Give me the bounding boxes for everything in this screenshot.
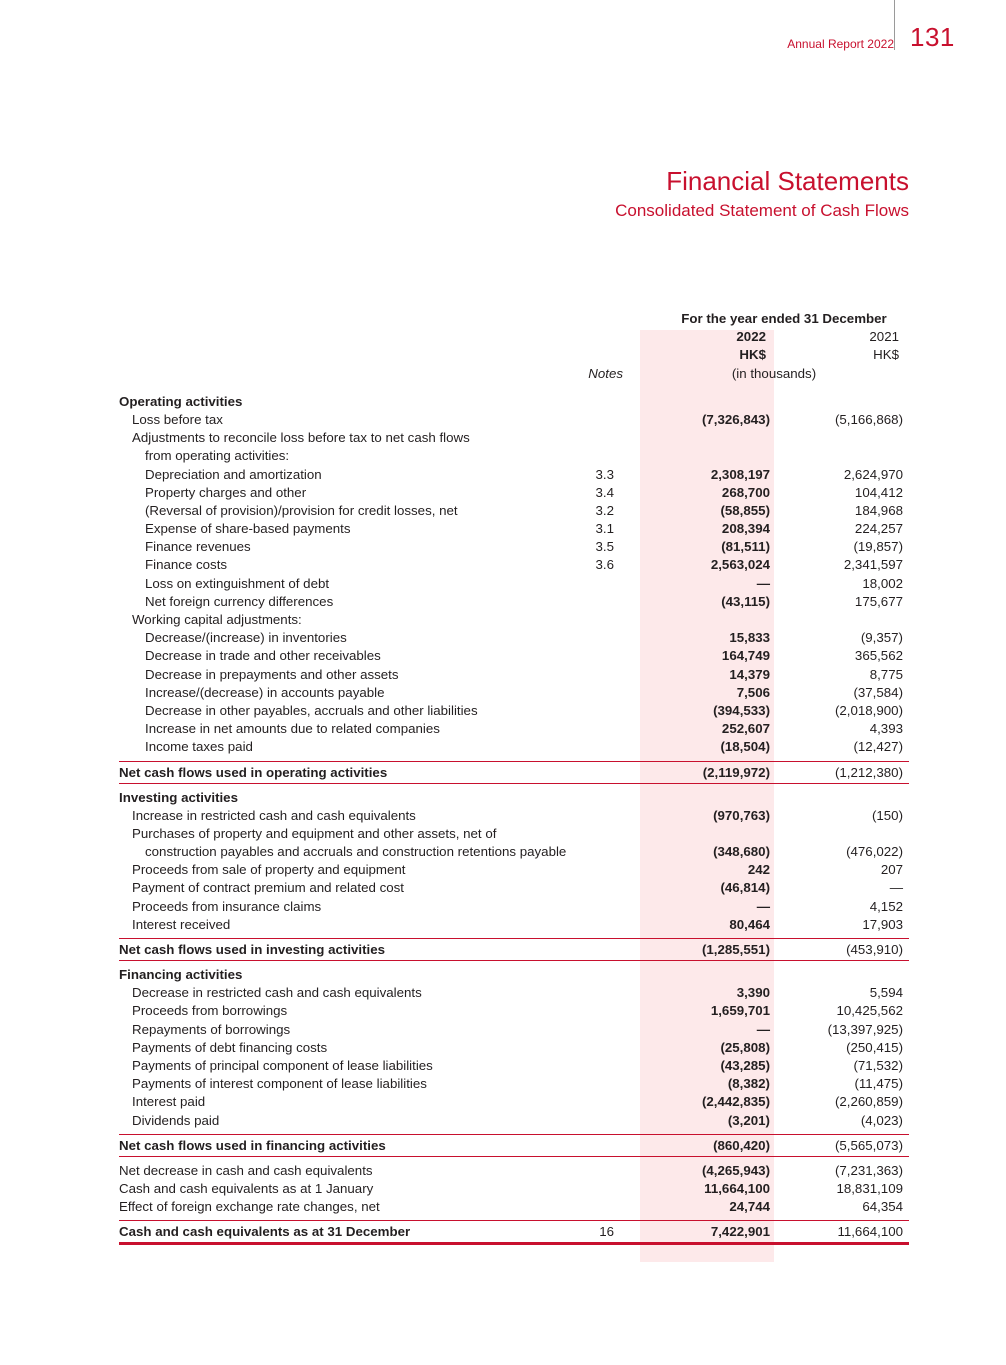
table-row: Decrease in prepayments and other assets 14,379 8,775 — [145, 666, 903, 682]
table-row: Loss before tax (7,326,843) (5,166,868) — [132, 411, 903, 427]
cash-flow-statement — [119, 310, 909, 1245]
column-header-notes — [119, 365, 909, 383]
table-row: Decrease in other payables, accruals and other liabilities (394,533) (2,018,900) — [145, 702, 903, 718]
page-number: 131 — [910, 22, 955, 52]
table-row: Decrease/(increase) in inventories 15,833 (9,357) — [145, 630, 903, 646]
table-row: construction payables and accruals and construction retentions payable (348,680) (476,022) — [145, 844, 903, 860]
currency-2021-label: HK$ — [873, 347, 899, 363]
table-row: Net foreign currency differences (43,115) 175,677 — [145, 593, 903, 609]
year-2021-label: 2021 — [869, 329, 899, 345]
section-heading-investing: Investing activities — [119, 789, 238, 805]
table-row: Expense of share-based payments 3.1 208,394 224,257 — [145, 521, 903, 537]
subtotal-row-operating: Net cash flows used in operating activities (2,119,972) (1,212,380) — [119, 761, 909, 784]
table-row: Payments of debt financing costs (25,808) (250,415) — [132, 1039, 903, 1055]
table-row: Income taxes paid (18,504) (12,427) — [145, 739, 903, 755]
column-header-currency — [119, 346, 909, 364]
table-row: Proceeds from sale of property and equipment 242 207 — [132, 862, 903, 878]
column-header-years — [119, 328, 909, 346]
table-row: Effect of foreign exchange rate changes, net 24,744 64,354 — [119, 1199, 903, 1215]
table-row: Decrease in restricted cash and cash equivalents 3,390 5,594 — [132, 985, 903, 1001]
table-row: Repayments of borrowings — (13,397,925) — [132, 1021, 903, 1037]
table-row: Working capital adjustments: — [132, 612, 302, 627]
table-row: Increase in net amounts due to related companies 252,607 4,393 — [145, 721, 903, 737]
table-row: from operating activities: — [145, 448, 290, 464]
table-row: Finance revenues 3.5 (81,511) (19,857) — [145, 539, 903, 555]
page-title: Financial Statements — [666, 166, 909, 196]
table-row: Payments of interest component of lease liabilities (8,382) (11,475) — [132, 1076, 903, 1092]
table-row: Finance costs 3.6 2,563,024 2,341,597 — [145, 557, 903, 573]
column-header-period — [119, 310, 909, 328]
table-row: Increase/(decrease) in accounts payable 7,506 (37,584) — [145, 684, 903, 700]
notes-column-label: Notes — [588, 365, 623, 381]
subtotal-row-financing: Net cash flows used in financing activities (860,420) (5,565,073) — [119, 1134, 909, 1157]
closing-balance-row: Cash and cash equivalents as at 31 December 16 7,422,901 11,664,100 — [119, 1220, 909, 1245]
section-heading-operating: Operating activities — [119, 393, 243, 409]
table-row: Decrease in trade and other receivables 164,749 365,562 — [145, 648, 903, 664]
table-row: Proceeds from insurance claims — 4,152 — [132, 898, 903, 914]
year-2022-label: 2022 — [736, 329, 766, 345]
report-label: Annual Report 2022 — [787, 37, 894, 51]
table-row: Property charges and other 3.4 268,700 104,412 — [145, 484, 903, 500]
table-row: Adjustments to reconcile loss before tax to net cash flows — [132, 430, 470, 446]
table-row: Payment of contract premium and related cost (46,814) — — [132, 880, 903, 896]
table-row: Dividends paid (3,201) (4,023) — [132, 1112, 903, 1128]
currency-2022-label: HK$ — [739, 347, 766, 363]
page-subtitle: Consolidated Statement of Cash Flows — [615, 201, 909, 220]
table-row: Depreciation and amortization 3.3 2,308,197 2,624,970 — [145, 466, 903, 482]
table-row: Net decrease in cash and cash equivalents (4,265,943) (7,231,363) — [119, 1162, 903, 1178]
table-row: Increase in restricted cash and cash equivalents (970,763) (150) — [132, 807, 903, 823]
table-row: Interest received 80,464 17,903 — [132, 916, 903, 932]
table-row: Loss on extinguishment of debt — 18,002 — [145, 575, 903, 591]
header-divider — [894, 0, 895, 50]
table-row: Interest paid (2,442,835) (2,260,859) — [132, 1094, 903, 1110]
page-header — [0, 0, 1006, 60]
table-row: (Reversal of provision)/provision for credit losses, net 3.2 (58,855) 184,968 — [145, 502, 903, 518]
table-row: Payments of principal component of lease liabilities (43,285) (71,532) — [132, 1057, 903, 1073]
subtotal-row-investing: Net cash flows used in investing activities (1,285,551) (453,910) — [119, 938, 909, 961]
table-row: Cash and cash equivalents as at 1 January 11,664,100 18,831,109 — [119, 1180, 903, 1196]
units-label: (in thousands) — [731, 365, 817, 381]
section-heading-financing: Financing activities — [119, 967, 243, 982]
table-row: Proceeds from borrowings 1,659,701 10,425,562 — [132, 1003, 903, 1019]
period-label: For the year ended 31 December — [681, 311, 887, 326]
table-row: Purchases of property and equipment and other assets, net of — [132, 825, 497, 841]
